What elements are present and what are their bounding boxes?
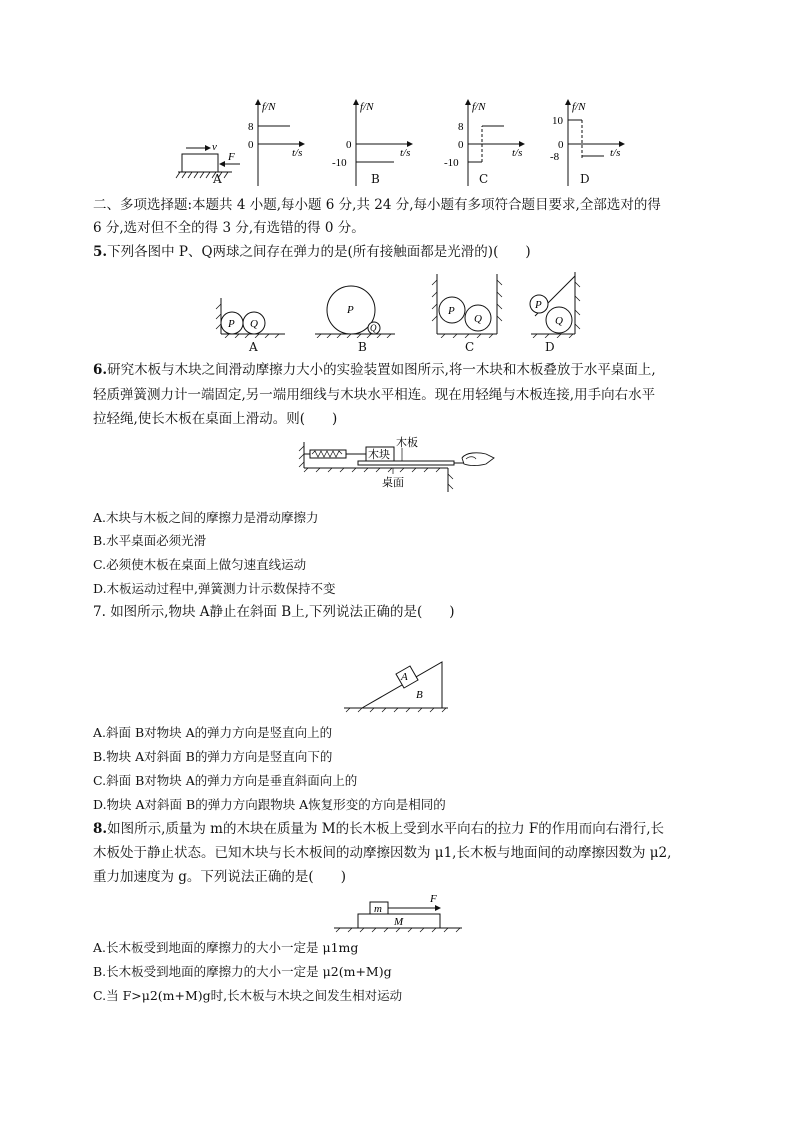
q5-diagram-d — [530, 272, 580, 338]
graph-c-t-axis: t/s — [512, 147, 523, 159]
q8-fig-mass-big-m: M — [394, 916, 404, 928]
question-8-stem-line3: 重力加速度为 g。下列说法正确的是( ) — [93, 869, 346, 885]
graph-a — [248, 100, 304, 186]
graph-d-t-axis: t/s — [610, 147, 621, 159]
graph-a-f-axis: f/N — [262, 101, 276, 113]
question-7-text: 如图所示,物块 A静止在斜面 B上,下列说法正确的是( ) — [110, 604, 455, 620]
graph-label-d: D — [580, 172, 590, 186]
q7-option-b[interactable]: B.物块 A对斜面 B的弹力方向是竖直向下的 — [93, 749, 333, 764]
q8-option-a[interactable]: A.长木板受到地面的摩擦力的大小一定是 μ1mg — [93, 940, 359, 955]
section-header-line1: 二、多项选择题:本题共 4 小题,每小题 6 分,共 24 分,每小题有多项符合题目要求,全部选对的得 — [93, 197, 661, 213]
q5-diagram-b — [315, 286, 395, 338]
q7-fig-incline-b: B — [416, 689, 423, 701]
q7-option-a[interactable]: A.斜面 B对物块 A的弹力方向是竖直向上的 — [93, 725, 333, 740]
q5-c-ball-p: P — [448, 305, 455, 317]
q5-label-d: D — [545, 340, 555, 354]
question-8-text: 如图所示,质量为 m的木块在质量为 M的长木板上受到水平向右的拉力 F的作用而向右滑行,长 — [107, 821, 665, 837]
graph-c-zero: 0 — [458, 139, 464, 151]
q8-option-b[interactable]: B.长木板受到地面的摩擦力的大小一定是 μ2(m+M)g — [93, 964, 392, 979]
question-7-stem — [93, 603, 455, 621]
q8-option-c[interactable]: C.当 F>μ2(m+M)g时,长木板与木块之间发生相对运动 — [93, 988, 403, 1003]
q5-diagram-a — [216, 298, 285, 338]
q6-option-a[interactable]: A.木块与木板之间的摩擦力是滑动摩擦力 — [93, 510, 319, 525]
question-8-stem-line2: 木板处于静止状态。已知木块与长木板间的动摩擦因数为 μ1,长木板与地面间的动摩擦因数为 μ2, — [93, 845, 672, 861]
q8-fig-mass-m: m — [374, 903, 382, 915]
section-header-line2: 6 分,选对但不全的得 3 分,有选错的得 0 分。 — [93, 220, 365, 236]
graph-b-zero: 0 — [346, 139, 352, 151]
graph-c-tick-bottom: -10 — [444, 157, 459, 169]
q5-d-ball-p: P — [535, 299, 542, 311]
graph-c-tick-top: 8 — [458, 121, 464, 133]
question-8-stem-line1 — [93, 820, 664, 838]
question-6-stem-line1 — [93, 361, 656, 379]
question-7-number: 7. — [93, 604, 106, 620]
question-6-stem-line2: 轻质弹簧测力计一端固定,另一端用细线与木块水平相连。现在用轻绳与木板连接,用手向右水平 — [93, 387, 656, 403]
top-graphs-figure — [170, 98, 630, 190]
graph-label-b: B — [371, 172, 380, 186]
graph-b-f-axis: f/N — [360, 101, 374, 113]
q5-label-b: B — [358, 340, 367, 354]
question-6-stem-line3: 拉轻绳,使长木板在桌面上滑动。则( ) — [93, 411, 338, 427]
q6-fig-board-label: 木板 — [396, 437, 418, 449]
q6-fig-block-label: 木块 — [368, 449, 390, 461]
q7-fig-block-a: A — [401, 671, 408, 683]
graph-b-t-axis: t/s — [400, 147, 411, 159]
graph-a-t-axis: t/s — [292, 147, 303, 159]
q6-option-c[interactable]: C.必须使木板在桌面上做匀速直线运动 — [93, 557, 307, 572]
graph-a-zero: 0 — [248, 139, 254, 151]
q5-label-a: A — [249, 340, 258, 354]
question-8-figure — [330, 888, 470, 934]
graph-label-c: C — [479, 172, 489, 186]
q5-a-ball-p: P — [228, 318, 235, 330]
q6-option-b[interactable]: B.水平桌面必须光滑 — [93, 533, 207, 548]
q5-d-ball-q: Q — [555, 315, 563, 327]
q5-b-ball-q: Q — [370, 323, 377, 333]
graph-d-f-axis: f/N — [572, 101, 586, 113]
force-label: F — [228, 151, 235, 163]
question-6-figure — [298, 434, 498, 498]
question-6-text: 研究木板与木块之间滑动摩擦力大小的实验装置如图所示,将一木块和木板叠放于水平桌面上, — [107, 362, 656, 378]
question-5-stem — [93, 243, 531, 261]
q5-label-c: C — [465, 340, 475, 354]
q5-a-ball-q: Q — [250, 318, 258, 330]
graph-d-tick-bottom: -8 — [550, 151, 560, 163]
q7-option-c[interactable]: C.斜面 B对物块 A的弹力方向是垂直斜面向上的 — [93, 773, 358, 788]
graph-d-zero: 0 — [558, 139, 564, 151]
graph-label-a: A — [213, 172, 222, 186]
question-5-text: 下列各图中 P、Q两球之间存在弹力的是(所有接触面都是光滑的)( ) — [107, 244, 531, 260]
q7-option-d[interactable]: D.物块 A对斜面 B的弹力方向跟物块 A恢复形变的方向是相同的 — [93, 797, 446, 812]
graph-d-tick-top: 10 — [552, 115, 563, 127]
graph-c-f-axis: f/N — [472, 101, 486, 113]
question-7-figure — [340, 652, 460, 716]
q6-fig-desk-label: 桌面 — [382, 477, 404, 489]
velocity-label: v — [212, 141, 217, 153]
graph-a-tick: 8 — [248, 121, 254, 133]
question-6-number: 6. — [93, 362, 108, 378]
graph-b-tick: -10 — [332, 157, 347, 169]
block-on-ground-diagram — [176, 141, 240, 178]
question-5-number: 5. — [93, 244, 108, 260]
question-5-figure — [215, 268, 585, 338]
q6-option-d[interactable]: D.木板运动过程中,弹簧测力计示数保持不变 — [93, 581, 336, 596]
q5-c-ball-q: Q — [474, 313, 482, 325]
q5-diagram-c — [432, 274, 502, 338]
question-8-number: 8. — [93, 821, 108, 837]
q8-fig-force-f: F — [430, 893, 437, 905]
q5-b-ball-p: P — [347, 304, 354, 316]
